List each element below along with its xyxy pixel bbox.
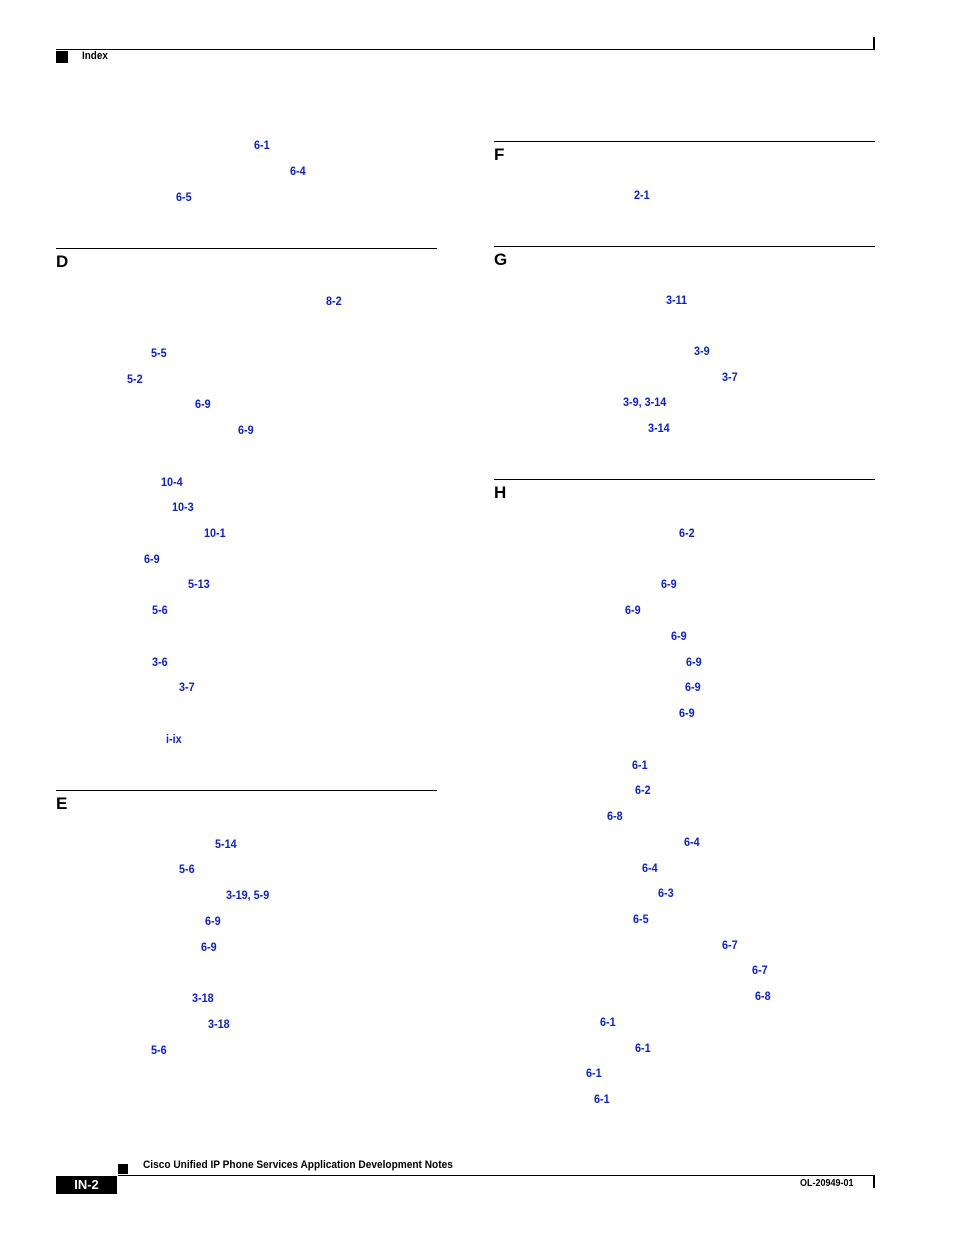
index-page-link[interactable]: 6-1: [586, 1066, 602, 1080]
index-page-link[interactable]: 6-9: [144, 552, 160, 566]
index-page-link[interactable]: 5-14: [215, 837, 237, 851]
index-page-link[interactable]: 6-2: [635, 783, 651, 797]
section-letter-d: D: [56, 252, 69, 271]
section-rule-e: [56, 790, 437, 791]
index-page-link[interactable]: 3-7: [179, 680, 195, 694]
index-page-link[interactable]: 6-7: [722, 938, 738, 952]
section-rule-f: [494, 141, 875, 142]
index-page-link[interactable]: 10-3: [172, 500, 194, 514]
index-page-link[interactable]: 3-11: [666, 293, 688, 307]
index-page-link[interactable]: 6-9: [661, 577, 677, 591]
index-page-link[interactable]: i-ix: [166, 732, 182, 746]
index-page-link[interactable]: 6-9: [685, 680, 701, 694]
index-page-link[interactable]: 3-14: [648, 421, 670, 435]
index-page-link[interactable]: 3-7: [722, 370, 738, 384]
index-page-link[interactable]: 6-9: [201, 940, 217, 954]
index-page-link[interactable]: 5-13: [188, 577, 210, 591]
index-page-link[interactable]: 6-1: [594, 1092, 610, 1106]
section-letter-g: G: [494, 250, 508, 269]
index-page-link[interactable]: 6-2: [679, 526, 695, 540]
index-page-link[interactable]: 6-8: [607, 809, 623, 823]
section-letter-h: H: [494, 483, 507, 502]
footer-corner-tick: [873, 1176, 875, 1188]
index-page-link[interactable]: 6-1: [254, 138, 270, 152]
index-page-link[interactable]: 6-9: [625, 603, 641, 617]
index-page-link[interactable]: 3-18: [208, 1017, 230, 1031]
footer-marker: [118, 1164, 128, 1174]
section-rule-g: [494, 246, 875, 247]
index-page-link[interactable]: 6-9: [195, 397, 211, 411]
header-rule: [56, 49, 875, 50]
index-page-link[interactable]: 6-9: [671, 629, 687, 643]
header-section-label: Index: [82, 50, 108, 62]
header-marker: [56, 51, 68, 63]
index-page-link[interactable]: 6-5: [633, 912, 649, 926]
index-page-link[interactable]: 6-9: [238, 423, 254, 437]
index-page-link[interactable]: 6-1: [632, 758, 648, 772]
index-page-link[interactable]: 3-18: [192, 991, 214, 1005]
index-page-link[interactable]: 10-4: [161, 475, 183, 489]
index-page-link[interactable]: 5-6: [152, 603, 168, 617]
index-page-link[interactable]: 5-6: [151, 1043, 167, 1057]
footer-page-number: IN-2: [56, 1176, 117, 1194]
index-page-link[interactable]: 6-9: [205, 914, 221, 928]
section-rule-h: [494, 479, 875, 480]
index-page-link[interactable]: 3-6: [152, 655, 168, 669]
index-page-link[interactable]: 6-3: [658, 886, 674, 900]
index-page-link[interactable]: 3-9, 3-14: [623, 395, 667, 409]
index-page-link[interactable]: 8-2: [326, 294, 342, 308]
index-page-link[interactable]: 2-1: [634, 188, 650, 202]
index-page-link[interactable]: 6-1: [600, 1015, 616, 1029]
index-page-link[interactable]: 3-9: [694, 344, 710, 358]
index-page-link[interactable]: 5-6: [179, 862, 195, 876]
index-page-link[interactable]: 6-7: [752, 963, 768, 977]
section-letter-e: E: [56, 794, 68, 813]
index-page-link[interactable]: 6-1: [635, 1041, 651, 1055]
footer-book-title: Cisco Unified IP Phone Services Application Development Notes: [143, 1159, 453, 1171]
index-page-link[interactable]: 6-9: [686, 655, 702, 669]
index-page-link[interactable]: 3-19, 5-9: [226, 888, 270, 902]
section-rule-d: [56, 248, 437, 249]
index-page-link[interactable]: 6-5: [176, 190, 192, 204]
index-page-link[interactable]: 6-9: [679, 706, 695, 720]
footer-doc-number: OL-20949-01: [800, 1178, 854, 1189]
index-page-link[interactable]: 5-2: [127, 372, 143, 386]
index-page-link[interactable]: 6-4: [642, 861, 658, 875]
index-page-link[interactable]: 6-4: [684, 835, 700, 849]
header-corner-tick: [873, 37, 875, 50]
index-page-link[interactable]: 10-1: [204, 526, 226, 540]
section-letter-f: F: [494, 145, 505, 164]
index-page-link[interactable]: 6-4: [290, 164, 306, 178]
footer-rule: [118, 1175, 875, 1176]
index-page-link[interactable]: 6-8: [755, 989, 771, 1003]
index-page-link[interactable]: 5-5: [151, 346, 167, 360]
